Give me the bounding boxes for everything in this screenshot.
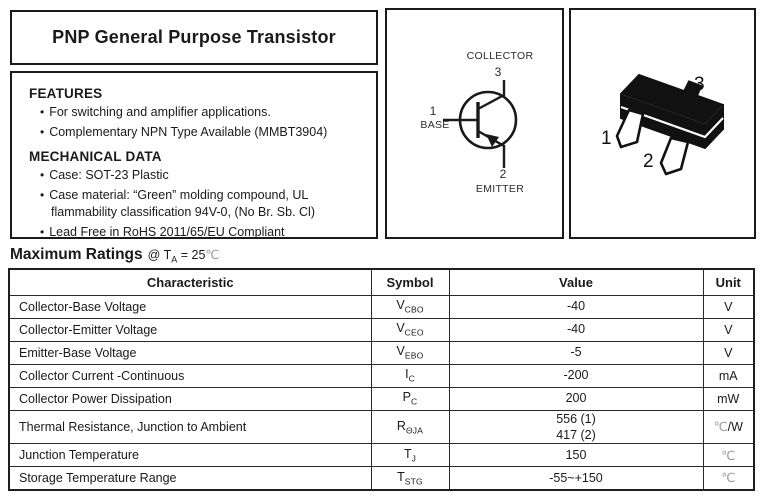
title-box [10, 10, 378, 65]
mechanical-item: • Case material: “Green” molding compound, UL flammability classification 94V-0, (No Br. Sb. Cl) [29, 187, 366, 222]
value-cell: -5 [449, 341, 703, 364]
collector-pin-number: 3 [494, 65, 502, 79]
package-pin3-number: 3 [694, 74, 705, 95]
feature-item: • For switching and amplifier applications. [29, 104, 366, 121]
table-row [9, 295, 754, 318]
table-row [9, 387, 754, 410]
emitter-label: EMITTER [475, 183, 525, 195]
symbol-cell: $R_{\Theta JA}$ [371, 410, 449, 444]
table-body [9, 295, 754, 490]
mechanical-item: • Case: SOT-23 Plastic [29, 167, 366, 184]
mechanical-list [29, 167, 366, 242]
base-label: BASE [420, 119, 450, 131]
page-title: PNP General Purpose Transistor [52, 27, 336, 47]
characteristic-cell: Collector-Base Voltage [9, 295, 371, 318]
unit-cell: mA [703, 364, 754, 387]
table-header-row [9, 269, 754, 295]
column-header: Symbol [371, 269, 449, 295]
features-heading: FEATURES [29, 86, 103, 101]
symbol-cell: $V_{CEO}$ [371, 318, 449, 341]
table-row [9, 467, 754, 490]
value-cell: -40 [449, 318, 703, 341]
sot23-package-icon [571, 10, 758, 241]
symbol-cell: $T_J$ [371, 444, 449, 467]
collector-label: COLLECTOR [466, 50, 534, 62]
emitter-pin-number: 2 [499, 167, 507, 181]
table-row [9, 341, 754, 364]
pnp-transistor-symbol-icon [387, 10, 566, 241]
symbol-cell: $T_{STG}$ [371, 467, 449, 490]
value-cell: 556 (1) 417 (2) [449, 410, 703, 444]
characteristic-cell: Collector Current -Continuous [9, 364, 371, 387]
value-cell: -200 [449, 364, 703, 387]
features-box [10, 71, 378, 239]
unit-cell: ℃ [703, 444, 754, 467]
package-box [569, 8, 756, 239]
characteristic-cell: Collector Power Dissipation [9, 387, 371, 410]
symbol-cell: $V_{EBO}$ [371, 341, 449, 364]
unit-cell: V [703, 341, 754, 364]
table-row [9, 364, 754, 387]
unit-cell: mW [703, 387, 754, 410]
ratings-condition: @ $T_A$ = 25℃ [147, 248, 220, 265]
table-row [9, 318, 754, 341]
unit-cell: V [703, 295, 754, 318]
column-header: Characteristic [9, 269, 371, 295]
unit-cell: ℃/W [703, 410, 754, 444]
schematic-box [385, 8, 564, 239]
package-pin1-number: 1 [601, 128, 612, 149]
package-pin2-number: 2 [643, 151, 654, 172]
mechanical-item: • Lead Free in RoHS 2011/65/EU Compliant [29, 224, 366, 241]
value-cell: 150 [449, 444, 703, 467]
characteristic-cell: Junction Temperature [9, 444, 371, 467]
mechanical-heading: MECHANICAL DATA [29, 148, 162, 164]
symbol-cell: $P_C$ [371, 387, 449, 410]
column-header: Unit [703, 269, 754, 295]
symbol-cell: $V_{CBO}$ [371, 295, 449, 318]
table-row [9, 444, 754, 467]
feature-item: • Complementary NPN Type Available (MMBT3904) [29, 124, 366, 141]
characteristic-cell: Thermal Resistance, Junction to Ambient [9, 410, 371, 444]
ratings-section-title [10, 246, 219, 265]
maximum-ratings-table [8, 268, 755, 491]
ratings-heading: Maximum Ratings [10, 246, 143, 263]
value-cell: -40 [449, 295, 703, 318]
characteristic-cell: Collector-Emitter Voltage [9, 318, 371, 341]
unit-cell: ℃ [703, 467, 754, 490]
unit-cell: V [703, 318, 754, 341]
characteristic-cell: Storage Temperature Range [9, 467, 371, 490]
value-cell: -55~+150 [449, 467, 703, 490]
value-cell: 200 [449, 387, 703, 410]
column-header: Value [449, 269, 703, 295]
features-list [29, 104, 366, 142]
base-pin-number: 1 [429, 104, 437, 118]
characteristic-cell: Emitter-Base Voltage [9, 341, 371, 364]
table-row [9, 410, 754, 444]
symbol-cell: $I_C$ [371, 364, 449, 387]
